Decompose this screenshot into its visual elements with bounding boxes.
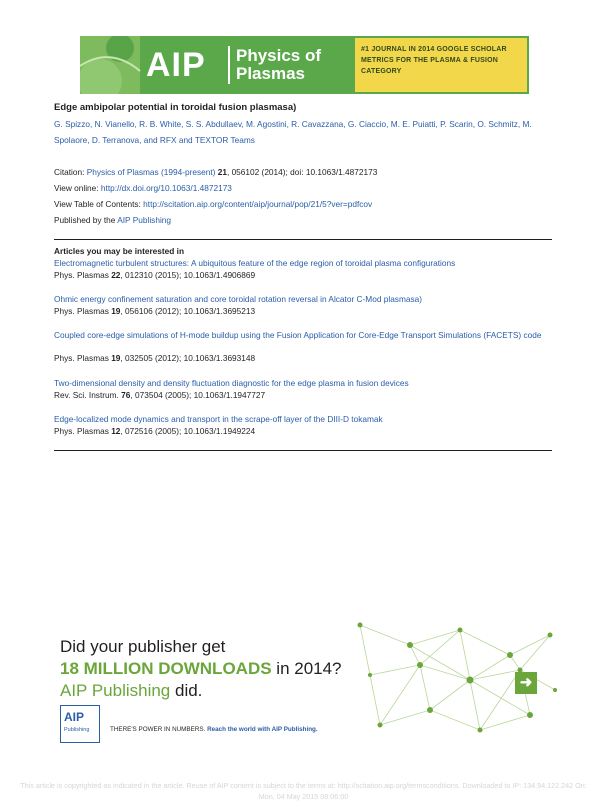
citation-volume: 21 xyxy=(217,167,227,177)
view-online-link[interactable]: http://dx.doi.org/10.1063/1.4872173 xyxy=(100,183,232,193)
arrow-right-icon[interactable]: ➜ xyxy=(515,672,537,694)
ad-did: did. xyxy=(170,681,203,700)
related-journal-5: Phys. Plasmas xyxy=(54,426,112,436)
view-online-line xyxy=(54,183,232,193)
related-title-1[interactable]: Electromagnetic turbulent structures: A ubiquitous feature of the edge region of toroidal plasma configurations xyxy=(54,258,456,268)
view-online-label: View online: xyxy=(54,183,101,193)
ad-line2 xyxy=(60,659,342,679)
promo-text: #1 JOURNAL IN 2014 GOOGLE SCHOLAR METRICS FOR THE PLASMA & FUSION CATEGORY xyxy=(361,46,507,75)
citation-rest: , 056102 (2014); doi: 10.1063/1.4872173 xyxy=(226,167,378,177)
citation-label: Citation: xyxy=(54,167,87,177)
related-volume-2: 19 xyxy=(111,306,121,316)
ad-line3 xyxy=(60,681,202,701)
ad-downloads: 18 MILLION DOWNLOADS xyxy=(60,659,272,678)
related-title-3[interactable]: Coupled core-edge simulations of H-mode buildup using the Fusion Application for Core-Edge Transport Simulations (FACETS) code xyxy=(54,330,542,340)
toc-link[interactable]: http://scitation.aip.org/content/aip/journal/pop/21/5?ver=pdfcov xyxy=(143,199,373,209)
aip-publishing-logo xyxy=(60,705,100,743)
journal-banner[interactable] xyxy=(80,36,529,94)
journal-name xyxy=(236,47,321,83)
related-volume-5: 12 xyxy=(111,426,121,436)
ad-line1: Did your publisher get xyxy=(60,637,226,656)
aip-logo: AIP xyxy=(146,46,206,84)
journal-name-line1: Physics of xyxy=(236,46,322,65)
related-cite-3 xyxy=(54,353,255,363)
related-volume-1: 22 xyxy=(111,270,121,280)
citation-line xyxy=(54,167,377,177)
related-journal-1: Phys. Plasmas xyxy=(54,270,112,280)
ad-logo-aip: AIP xyxy=(64,710,85,724)
article-title: Edge ambipolar potential in toroidal fusion plasmasa) xyxy=(54,102,297,113)
related-volume-4: 76 xyxy=(121,390,131,400)
related-rest-1: , 012310 (2015); 10.1063/1.4906869 xyxy=(120,270,256,280)
related-rest-2: , 056106 (2012); 10.1063/1.3695213 xyxy=(120,306,256,316)
article-authors[interactable]: G. Spizzo, N. Vianello, R. B. White, S. S. Abdullaev, M. Agostini, R. Cavazzana, G. Ciaccio, M. E. Puiatti, P. Scarin, O. Schmitz, M. Spolaore, D. Terranova, and RFX and TEXTOR Teams xyxy=(54,119,532,145)
publisher-link[interactable]: AIP Publishing xyxy=(117,215,172,225)
related-cite-1 xyxy=(54,270,255,280)
toc-line xyxy=(54,199,372,209)
citation-journal-link[interactable]: Physics of Plasmas (1994-present) xyxy=(86,167,216,177)
toc-label: View Table of Contents: xyxy=(54,199,144,209)
top-divider xyxy=(54,239,552,240)
published-label: Published by the xyxy=(54,215,118,225)
ad-tagline-b: Reach the world with AIP Publishing. xyxy=(207,726,318,733)
ad-tagline-a: THERE'S POWER IN NUMBERS. xyxy=(110,726,208,733)
ad-brand: AIP Publishing xyxy=(60,681,171,700)
related-title-5[interactable]: Edge-localized mode dynamics and transport in the scrape-off layer of the DIII-D tokamak xyxy=(54,414,383,424)
publishing-ad[interactable] xyxy=(50,615,558,745)
related-rest-3: , 032505 (2012); 10.1063/1.3693148 xyxy=(120,353,256,363)
copyright-notice: This article is copyrighted as indicated in the article. Reuse of AIP content is subject to the terms at: http://scitation.aip.org/termsconditions. Downloaded to IP: 134.94.122.242 On: Mon, 04 May 2015 08:06:00 xyxy=(20,781,587,801)
ad-logo-publishing: Publishing xyxy=(64,727,90,733)
related-volume-3: 19 xyxy=(111,353,121,363)
bottom-divider xyxy=(54,450,552,451)
ad-year: in 2014? xyxy=(271,659,342,678)
logo-divider xyxy=(228,46,230,84)
ad-tagline xyxy=(110,726,318,733)
related-journal-2: Phys. Plasmas xyxy=(54,306,112,316)
related-journal-3: Phys. Plasmas xyxy=(54,353,112,363)
related-title-2[interactable]: Ohmic energy confinement saturation and core toroidal rotation reversal in Alcator C-Mod plasmasa) xyxy=(54,294,423,304)
promo-box xyxy=(355,38,527,92)
related-title-4[interactable]: Two-dimensional density and density fluctuation diagnostic for the edge plasma in fusion devices xyxy=(54,378,409,388)
related-cite-4 xyxy=(54,390,265,400)
related-cite-2 xyxy=(54,306,255,316)
journal-name-line2: Plasmas xyxy=(236,64,305,83)
related-cite-5 xyxy=(54,426,255,436)
related-heading: Articles you may be interested in xyxy=(54,246,185,256)
related-rest-5: , 072516 (2005); 10.1063/1.1949224 xyxy=(120,426,256,436)
published-line xyxy=(54,215,171,225)
related-rest-4: , 073504 (2005); 10.1063/1.1947727 xyxy=(130,390,266,400)
related-journal-4: Rev. Sci. Instrum. xyxy=(54,390,122,400)
